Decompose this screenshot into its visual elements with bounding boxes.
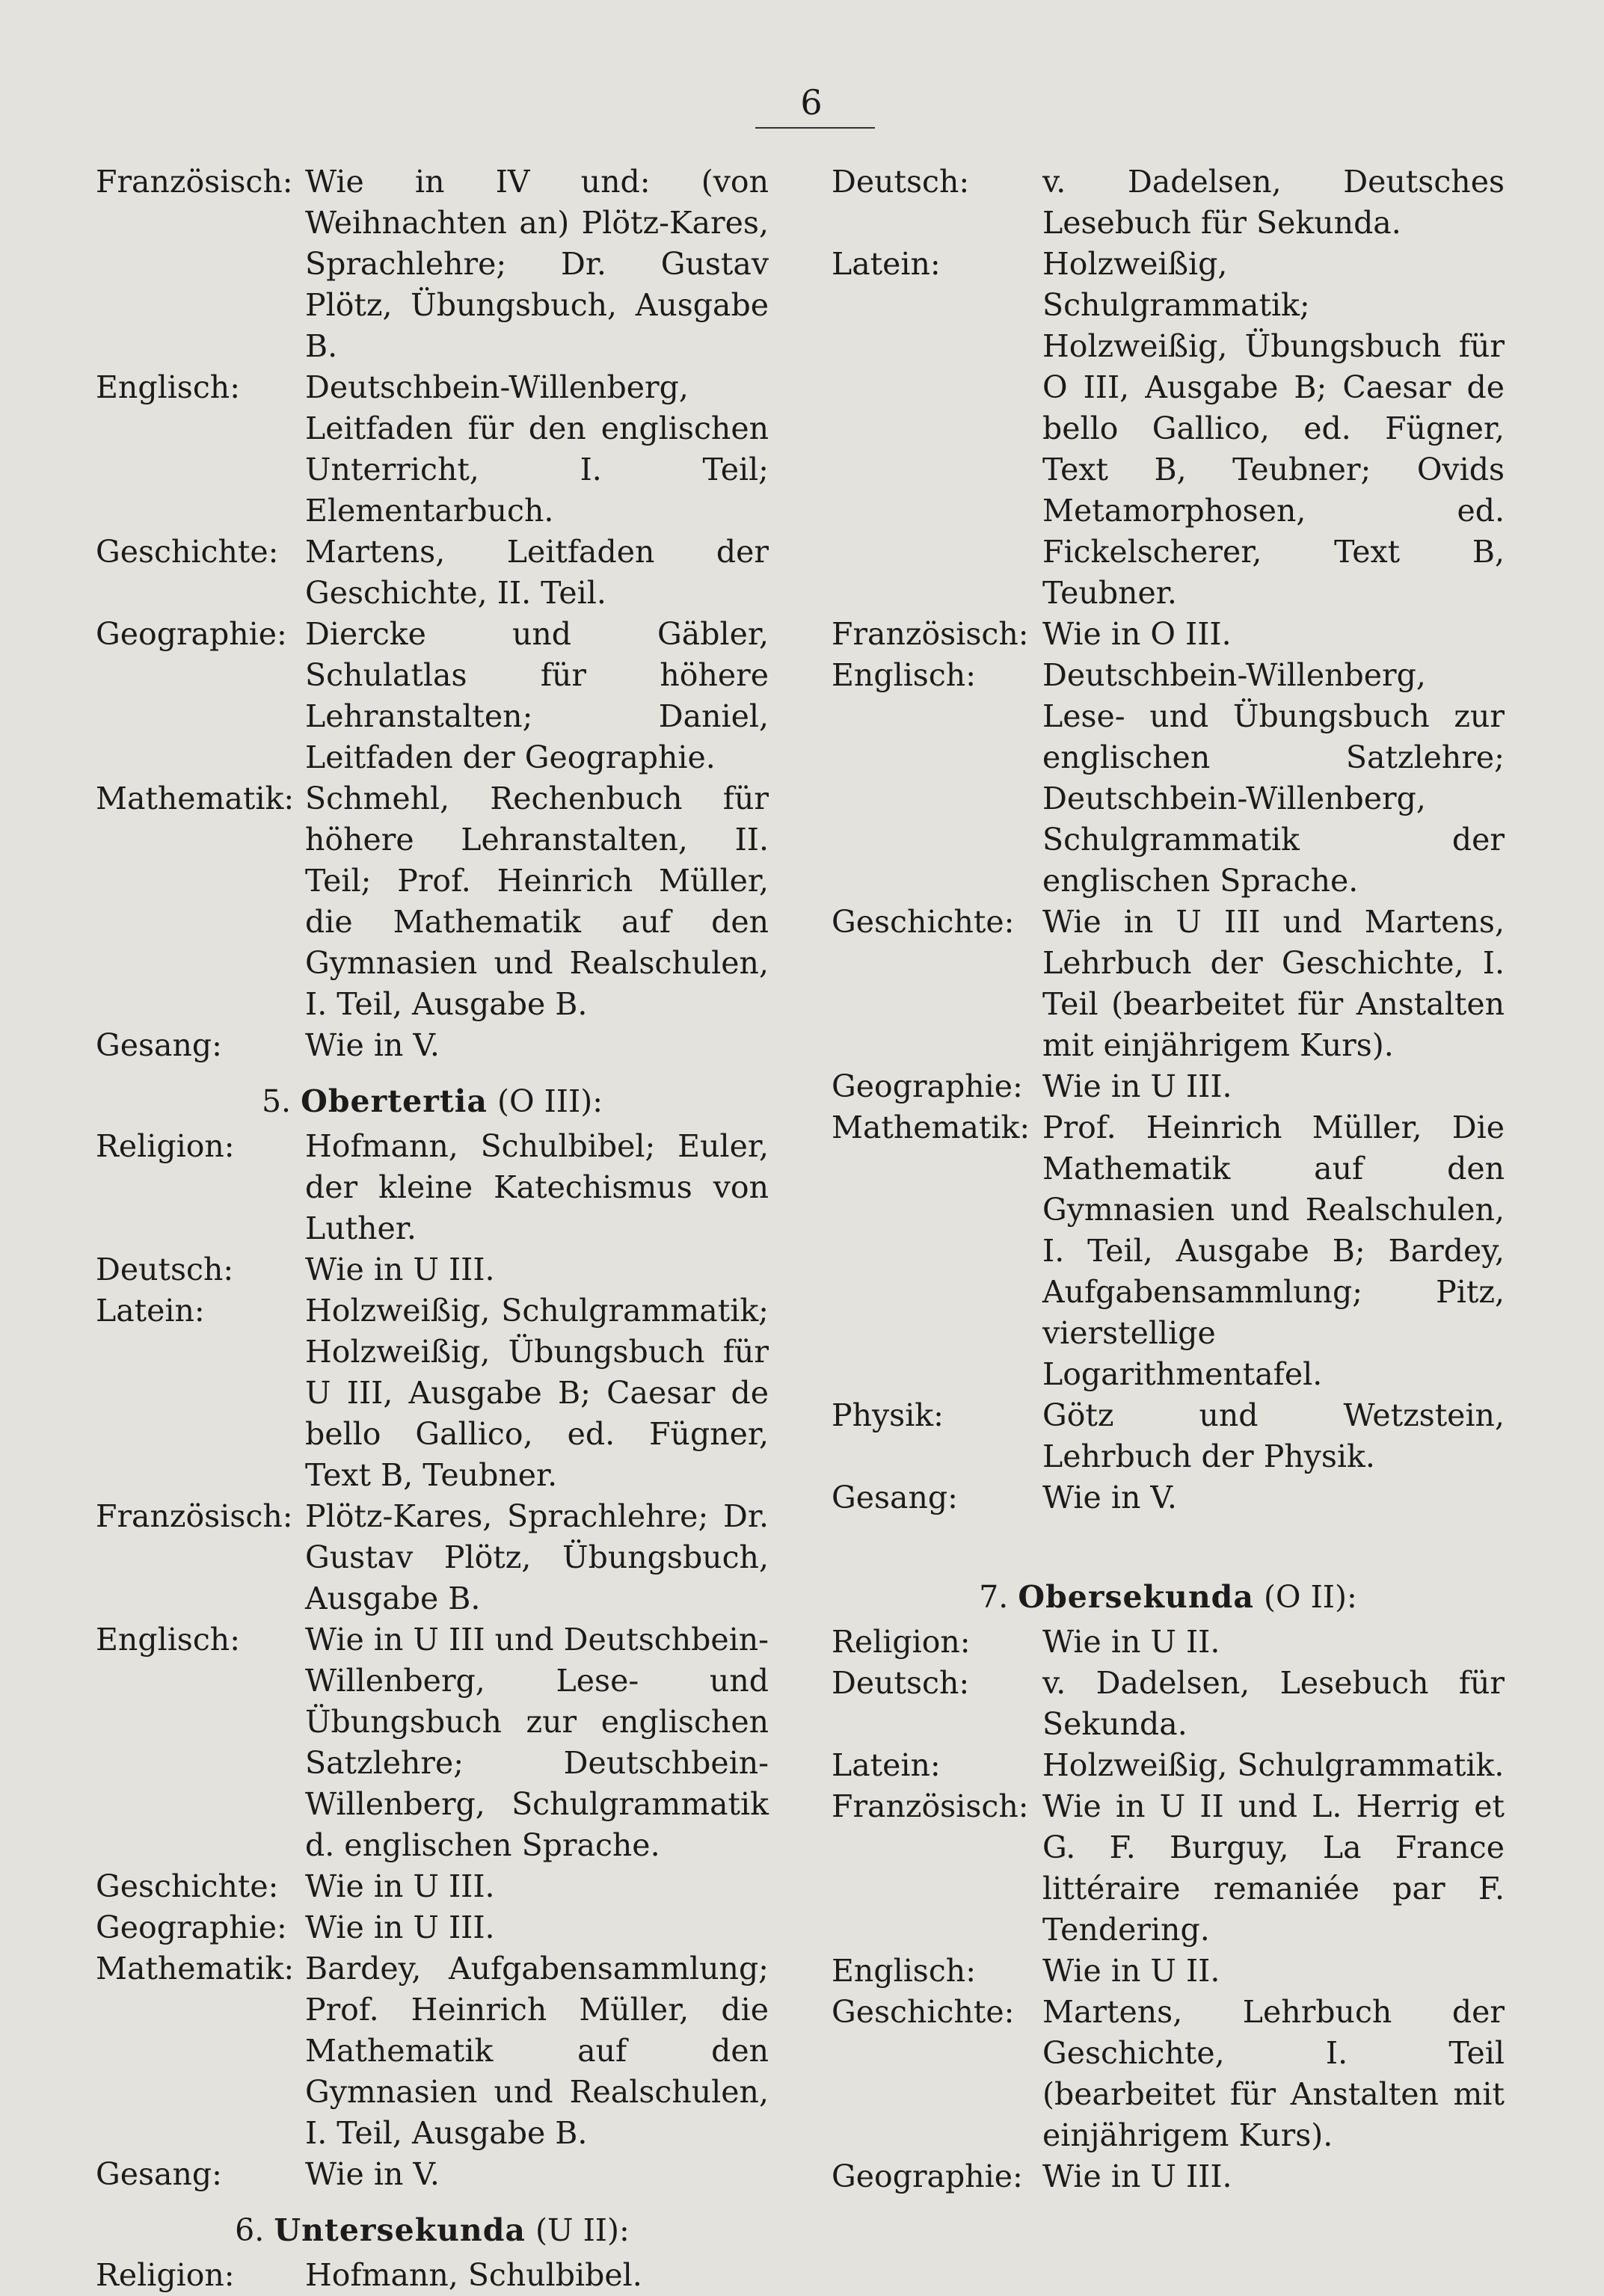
subject-label: Latein: bbox=[96, 1293, 205, 1329]
textbook-list: Wie in U III. bbox=[305, 1868, 495, 1904]
textbook-list: Wie in U III. bbox=[1042, 1068, 1232, 1104]
entry-geographie bbox=[96, 614, 769, 778]
subject-label: Französisch: bbox=[96, 1498, 293, 1534]
textbook-list: Hofmann, Schulbibel; Euler, der kleine Katechismus von Luther. bbox=[305, 1128, 769, 1246]
subject-label: Mathematik: bbox=[96, 781, 295, 816]
entry-englisch bbox=[96, 1619, 769, 1866]
textbook-list: Plötz-Kares, Sprachlehre; Dr. Gustav Plötz, Übungsbuch, Ausgabe B. bbox=[305, 1498, 769, 1616]
entry-franzoesisch bbox=[832, 1786, 1505, 1951]
subject-label: Gesang: bbox=[96, 1027, 222, 1063]
subject-label: Französisch: bbox=[832, 616, 1029, 652]
subject-label: Geographie: bbox=[96, 1909, 287, 1945]
entry-gesang bbox=[96, 2154, 769, 2195]
subject-label: Mathematik: bbox=[832, 1109, 1030, 1145]
entry-gesang bbox=[96, 1025, 769, 1066]
textbook-list: Wie in U II. bbox=[1042, 1624, 1220, 1660]
section-heading-untersekunda bbox=[96, 2210, 769, 2251]
textbook-list: Martens, Leitfaden der Geschichte, II. Teil. bbox=[305, 534, 769, 611]
section-title: Obersekunda bbox=[1018, 1579, 1254, 1615]
subject-label: Deutsch: bbox=[832, 164, 970, 200]
textbook-list: Wie in U III. bbox=[1042, 2158, 1232, 2194]
left-column bbox=[96, 161, 769, 2296]
entry-physik bbox=[832, 1395, 1505, 1477]
entry-franzoesisch bbox=[96, 161, 769, 367]
entry-latein bbox=[832, 1745, 1505, 1786]
textbook-list: Wie in U III. bbox=[305, 1909, 495, 1945]
entry-deutsch bbox=[832, 161, 1505, 244]
subject-label: Französisch: bbox=[832, 1788, 1029, 1824]
entry-religion bbox=[96, 2255, 769, 2296]
section-number: 6. bbox=[235, 2212, 265, 2248]
textbook-list: Schmehl, Rechenbuch für höhere Lehranstalten, II. Teil; Prof. Heinrich Müller, die Mathematik auf den Gymnasien und Realschulen, I. Teil, Ausgabe B. bbox=[305, 781, 769, 1022]
entry-geschichte bbox=[96, 1866, 769, 1907]
entry-franzoesisch bbox=[832, 614, 1505, 655]
textbook-list: Deutschbein-Willenberg, Lese- und Übungsbuch zur englischen Satzlehre; Deutschbein-Willenberg, Schulgrammatik der englischen Sprache. bbox=[1042, 657, 1505, 899]
subject-label: Gesang: bbox=[832, 1480, 958, 1515]
section-abbreviation: (U II): bbox=[535, 2212, 630, 2248]
subject-label: Geographie: bbox=[832, 2158, 1023, 2194]
textbook-list: Holzweißig, Schulgrammatik; Holzweißig, Übungsbuch für U III, Ausgabe B; Caesar de bello Gallico, ed. Fügner, Text B, Teubner. bbox=[305, 1293, 769, 1493]
subject-label: Geographie: bbox=[832, 1068, 1023, 1104]
entry-geographie bbox=[832, 1066, 1505, 1107]
subject-label: Deutsch: bbox=[96, 1252, 234, 1287]
textbook-list: Wie in O III. bbox=[1042, 616, 1232, 652]
entry-geschichte bbox=[96, 532, 769, 614]
entry-mathematik bbox=[96, 778, 769, 1025]
right-column bbox=[832, 161, 1505, 2197]
subject-label: Geschichte: bbox=[96, 534, 279, 570]
textbook-list: Wie in V. bbox=[305, 1027, 440, 1063]
page-number-rule bbox=[755, 127, 875, 129]
textbook-list: Diercke und Gäbler, Schulatlas für höhere Lehranstalten; Daniel, Leitfaden der Geographie. bbox=[305, 616, 769, 775]
subject-label: Englisch: bbox=[832, 657, 977, 693]
entry-geographie bbox=[832, 2156, 1505, 2197]
subject-label: Mathematik: bbox=[96, 1951, 295, 1986]
section-heading-obertertia bbox=[96, 1081, 769, 1122]
subject-label: Gesang: bbox=[96, 2156, 222, 2192]
textbook-list: Wie in U II und L. Herrig et G. F. Burguy, La France littéraire remaniée par F. Tendering. bbox=[1042, 1788, 1505, 1948]
section-heading-obersekunda bbox=[832, 1577, 1505, 1618]
entry-geschichte bbox=[832, 1992, 1505, 2156]
subject-label: Geographie: bbox=[96, 616, 287, 652]
textbook-list: Prof. Heinrich Müller, Die Mathematik auf den Gymnasien und Realschulen, I. Teil, Ausgabe B; Bardey, Aufgabensammlung; Pitz, vierstellige Logarithmentafel. bbox=[1042, 1109, 1505, 1392]
textbook-list: Deutschbein-Willenberg, Leitfaden für den englischen Unterricht, I. Teil; Elementarbuch. bbox=[305, 369, 769, 529]
entry-franzoesisch bbox=[96, 1496, 769, 1619]
subject-label: Geschichte: bbox=[832, 1994, 1015, 2030]
subject-label: Deutsch: bbox=[832, 1665, 970, 1701]
textbook-list: Wie in U III und Martens, Lehrbuch der Geschichte, I. Teil (bearbeitet für Anstalten mit einjährigem Kurs). bbox=[1042, 904, 1505, 1063]
entry-englisch bbox=[832, 1951, 1505, 1992]
subject-label: Religion: bbox=[96, 1128, 235, 1164]
entry-deutsch bbox=[832, 1663, 1505, 1745]
entry-latein bbox=[96, 1290, 769, 1496]
entry-latein bbox=[832, 244, 1505, 614]
entry-geographie bbox=[96, 1907, 769, 1948]
textbook-list: Wie in IV und: (von Weihnachten an) Plötz-Kares, Sprachlehre; Dr. Gustav Plötz, Übungsbuch, Ausgabe B. bbox=[305, 164, 769, 364]
entry-englisch bbox=[832, 655, 1505, 902]
entry-mathematik bbox=[96, 1948, 769, 2154]
entry-geschichte bbox=[832, 902, 1505, 1066]
subject-label: Geschichte: bbox=[832, 904, 1015, 940]
entry-englisch bbox=[96, 367, 769, 532]
subject-label: Religion: bbox=[832, 1624, 971, 1660]
entry-mathematik bbox=[832, 1107, 1505, 1395]
section-abbreviation: (O II): bbox=[1263, 1579, 1357, 1615]
textbook-list: v. Dadelsen, Lesebuch für Sekunda. bbox=[1042, 1665, 1505, 1742]
subject-label: Latein: bbox=[832, 246, 941, 282]
section-number: 7. bbox=[979, 1579, 1009, 1615]
entry-deutsch bbox=[96, 1249, 769, 1290]
entry-religion bbox=[96, 1126, 769, 1249]
section-title: Untersekunda bbox=[274, 2212, 526, 2248]
textbook-list: Wie in U III. bbox=[305, 1252, 495, 1287]
textbook-list: Hofmann, Schulbibel. bbox=[305, 2257, 642, 2293]
textbook-list: Bardey, Aufgabensammlung; Prof. Heinrich Müller, die Mathematik auf den Gymnasien und Realschulen, I. Teil, Ausgabe B. bbox=[305, 1951, 769, 2151]
entry-religion bbox=[832, 1622, 1505, 1663]
entry-gesang bbox=[832, 1477, 1505, 1518]
page-number: 6 bbox=[800, 82, 823, 123]
subject-label: Geschichte: bbox=[96, 1868, 279, 1904]
subject-label: Latein: bbox=[832, 1747, 941, 1783]
textbook-list: Holzweißig, Schulgrammatik. bbox=[1042, 1747, 1505, 1783]
textbook-list: Wie in V. bbox=[1042, 1480, 1177, 1515]
textbook-list: Wie in U III und Deutschbein-Willenberg, Lese- und Übungsbuch zur englischen Satzlehre; Deutschbein-Willenberg, Schulgrammatik d. englischen Sprache. bbox=[305, 1622, 769, 1863]
textbook-list: v. Dadelsen, Deutsches Lesebuch für Sekunda. bbox=[1042, 164, 1505, 241]
textbook-list: Holzweißig, Schulgrammatik; Holzweißig, Übungsbuch für O III, Ausgabe B; Caesar de bello Gallico, ed. Fügner, Text B, Teubner; Ovids Metamorphosen, ed. Fickelscherer, Text B, Teubner. bbox=[1042, 246, 1505, 611]
subject-label: Englisch: bbox=[832, 1953, 977, 1989]
section-number: 5. bbox=[261, 1083, 292, 1119]
section-abbreviation: (O III): bbox=[497, 1083, 603, 1119]
subject-label: Religion: bbox=[96, 2257, 235, 2293]
textbook-list: Wie in V. bbox=[305, 2156, 440, 2192]
subject-label: Englisch: bbox=[96, 1622, 241, 1658]
textbook-list: Martens, Lehrbuch der Geschichte, I. Teil (bearbeitet für Anstalten mit einjährigem Kurs). bbox=[1042, 1994, 1505, 2153]
subject-label: Physik: bbox=[832, 1397, 944, 1433]
section-title: Obertertia bbox=[301, 1083, 488, 1119]
textbook-list: Götz und Wetzstein, Lehrbuch der Physik. bbox=[1042, 1397, 1505, 1474]
subject-label: Englisch: bbox=[96, 369, 241, 405]
subject-label: Französisch: bbox=[96, 164, 293, 200]
textbook-list: Wie in U II. bbox=[1042, 1953, 1220, 1989]
